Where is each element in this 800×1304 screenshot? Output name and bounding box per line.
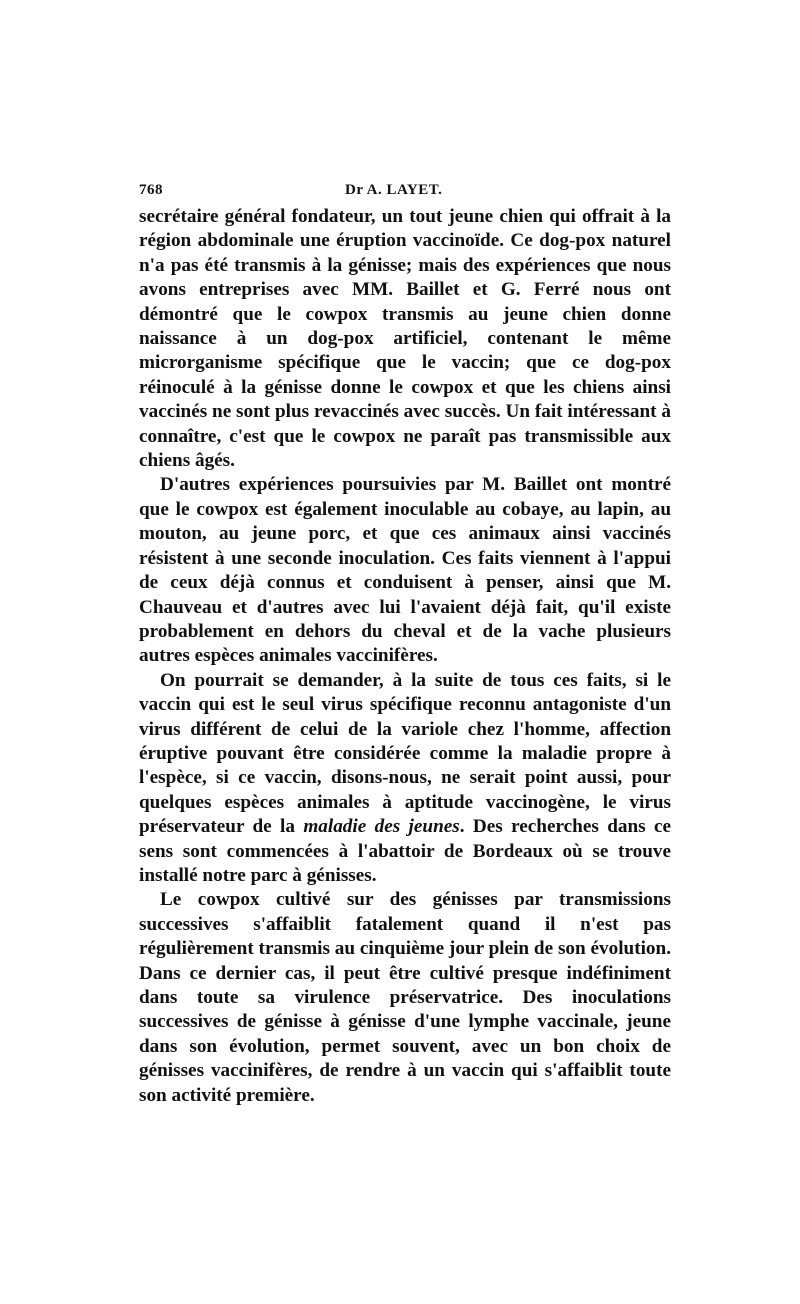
paragraph-1: secrétaire général fondateur, un tout jeune chien qui offrait à la région abdominale une éruption vaccinoïde. Ce dog-pox naturel n'a pas été transmis à la génisse; mais des expériences que nous avons entreprises avec MM. Baillet et G. Ferré nous ont démontré que le cowpox transmis au jeune chien donne naissance à un dog-pox artificiel, contenant le même microrganisme spécifique que le vaccin; que ce dog-pox réinoculé à la génisse donne le cowpox et que les chiens ainsi vaccinés ne sont plus revaccinés avec succès. Un fait intéressant à connaître, c'est que le cowpox ne paraît pas transmissible aux chiens âgés. (139, 206, 671, 472)
page-number: 768 (139, 182, 163, 198)
running-head: Dr A. LAYET. (345, 182, 443, 198)
paragraph-3 (139, 669, 671, 889)
paragraph-2: D'autres expériences poursuivies par M. Baillet ont montré que le cowpox est également inoculable au cobaye, au lapin, au mouton, au jeune porc, et que ces animaux ainsi vaccinés résistent à une seconde inoculation. Ces faits viennent à l'appui de ceux déjà connus et conduisent à penser, ainsi que M. Chauveau et d'autres avec lui l'avaient déjà fait, qu'il existe probablement en dehors du cheval et de la vache plusieurs autres espèces animales vaccinifères. (139, 474, 671, 667)
page-header (139, 182, 669, 204)
paragraph-3-text-before: On pourrait se demander, à la suite de tous ces faits, si le vaccin qui est le seul virus spécifique reconnu antagoniste d'un virus différent de celui de la variole chez l'homme, affection éruptive pouvant être considérée comme la maladie propre à l'espèce, si ce vaccin, disons-nous, ne serait point aussi, pour quelques espèces animales à aptitude vaccinogène, le virus préservateur de la (139, 669, 671, 838)
body-text (139, 205, 671, 1108)
paragraph-3-emphasis: maladie des jeunes (303, 816, 460, 838)
paragraph-4: Le cowpox cultivé sur des génisses par transmissions successives s'affaiblit fatalement quand il n'est pas régulièrement transmis au cinquième jour plein de son évolution. Dans ce dernier cas, il peut être cultivé presque indéfiniment dans toute sa virulence préservatrice. Des inoculations successives de génisse à génisse d'une lymphe vaccinale, jeune dans son évolution, permet souvent, avec un bon choix de génisses vaccinifères, de rendre à un vaccin qui s'affaiblit toute son activité première. (139, 889, 671, 1106)
paragraph-3-text-after: . Des recherches dans ce sens sont commencées à l'abattoir de Bordeaux où se trouve installé notre parc à génisses. (139, 816, 672, 886)
